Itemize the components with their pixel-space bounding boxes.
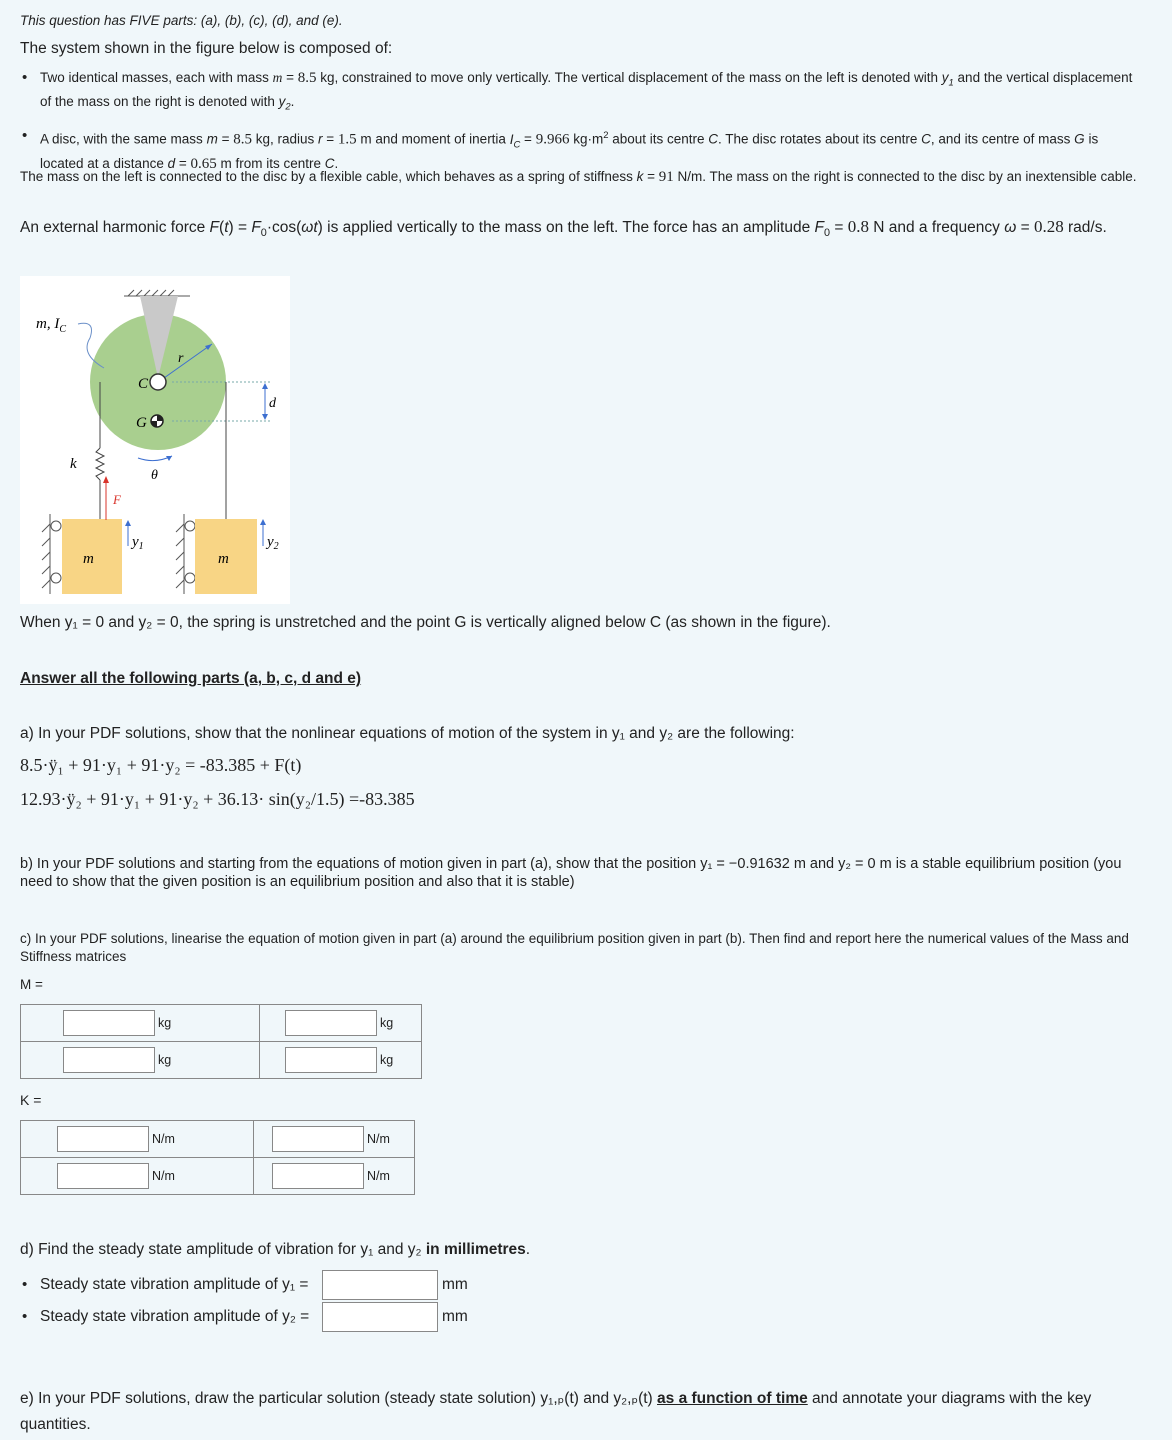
equation-1: 8.5·ÿ₁ + 91·y₁ + 91·y₂ = -83.385 + F(t) xyxy=(20,755,302,775)
label-m-right: m xyxy=(218,551,229,567)
k22-input[interactable] xyxy=(272,1163,364,1189)
amplitude-y1-input[interactable] xyxy=(322,1270,438,1300)
label-y1: $y_1$ xyxy=(132,534,144,552)
label-theta: θ xyxy=(151,468,158,483)
label-m-ic: m, $I_C$ xyxy=(36,316,66,335)
k11-input[interactable] xyxy=(57,1126,149,1152)
unit-kg: kg xyxy=(380,1053,394,1067)
label-m-left: m xyxy=(83,551,94,567)
unit-n-per-m: N/m xyxy=(367,1132,390,1146)
y1-arrowhead xyxy=(125,520,131,526)
m21-input[interactable] xyxy=(63,1047,155,1073)
stiffness-matrix-cell xyxy=(21,1121,254,1158)
k12-input[interactable] xyxy=(272,1126,364,1152)
label-g: G xyxy=(136,415,147,431)
amplitude-y1-item: • Steady state vibration amplitude of y₁ = mm xyxy=(22,1270,622,1302)
amplitude-y2-item: • Steady state vibration amplitude of y₂ = mm xyxy=(22,1302,622,1334)
mass-matrix-cell xyxy=(21,1042,260,1079)
unit-kg: kg xyxy=(158,1053,172,1067)
part-e-text: e) In your PDF solutions, draw the particular solution (steady state solution) y₁,ₚ(t) and y₂,ₚ(t) as a function of time and annotate your diagrams with the key quantities. xyxy=(20,1390,1092,1433)
right-guide-wall xyxy=(176,514,195,594)
label-d: d xyxy=(269,396,276,411)
label-f: F xyxy=(113,492,121,507)
center-of-mass-g xyxy=(151,415,163,427)
unit-n-per-m: N/m xyxy=(367,1169,390,1183)
m22-input[interactable] xyxy=(285,1047,377,1073)
bullet-masses: • Two identical masses, each with mass m = 8.5 kg, constrained to move only vertically. The vertical displacement of the mass on the left is denoted with $y_1$ and the vertical displacement of the mass on the right is denoted with $y_2$. xyxy=(22,69,1142,116)
parts-note: This question has FIVE parts: (a), (b), (c), (d), and (e). xyxy=(20,13,343,28)
figure-caption: When y₁ = 0 and y₂ = 0, the spring is unstretched and the point G is vertically aligned below C (as shown in the figure). xyxy=(20,614,831,631)
mass-matrix-table xyxy=(20,1004,422,1079)
mass-matrix-cell xyxy=(21,1005,260,1042)
k21-input[interactable] xyxy=(57,1163,149,1189)
equation-2: 12.93·ÿ₂ + 91·y₁ + 91·y₂ + 36.13· sin(y₂/1.5) =-83.385 xyxy=(20,789,415,809)
left-guide-wall xyxy=(42,514,61,594)
spring-description: The mass on the left is connected to the disc by a flexible cable, which behaves as a spring of stiffness k = 91 N/m. The mass on the right is connected to the disc by an inextensible cable. xyxy=(20,169,1137,185)
part-d-text: d) Find the steady state amplitude of vibration for y₁ and y₂ in millimetres. xyxy=(20,1241,531,1258)
mass-matrix-label: M = xyxy=(20,977,43,992)
system-diagram xyxy=(20,276,290,604)
unit-kg: kg xyxy=(158,1016,172,1030)
unit-n-per-m: N/m xyxy=(152,1132,175,1146)
stiffness-matrix-cell xyxy=(21,1158,254,1195)
component-list xyxy=(22,69,1142,173)
mass-matrix-cell xyxy=(260,1005,422,1042)
stiffness-matrix-label: K = xyxy=(20,1092,42,1108)
label-c: C xyxy=(138,376,149,392)
unit-n-per-m: N/m xyxy=(152,1169,175,1183)
part-a-text: a) In your PDF solutions, show that the nonlinear equations of motion of the system in y₁ and y₂ are the following: xyxy=(20,725,795,742)
mass-matrix-cell xyxy=(260,1042,422,1079)
spring-k xyxy=(96,448,104,480)
d-arrowhead-up xyxy=(262,383,268,389)
part-b-text: b) In your PDF solutions and starting from the equations of motion given in part (a), show that the position y₁ = −0.91632 m and y₂ = 0 m is a stable equilibrium position (you need to show that the given position is an equilibrium position and also that it is stable) xyxy=(20,856,1122,890)
as-function-of-time-link[interactable]: as a function of time xyxy=(657,1390,808,1407)
label-k: k xyxy=(70,456,77,472)
unit-mm: mm xyxy=(442,1308,468,1325)
amplitude-y2-input[interactable] xyxy=(322,1302,438,1332)
label-y2: $y_2$ xyxy=(267,534,279,552)
ceiling-hatch xyxy=(124,290,190,296)
unit-mm: mm xyxy=(442,1276,468,1293)
m11-input[interactable] xyxy=(63,1010,155,1036)
d-arrowhead-down xyxy=(262,414,268,420)
system-figure xyxy=(20,276,290,604)
y2-arrowhead xyxy=(260,519,266,525)
part-c-text: c) In your PDF solutions, linearise the equation of motion given in part (a) around the equilibrium position given in part (b). Then find and report here the numerical values of the Mass and Stiffness matrices xyxy=(20,931,1129,964)
force-description: An external harmonic force $F(t) = F_0\cdot\cos(\omega t)$ is applied vertically to the mass on the left. The force has an amplitude $F_0 = 0.8$ N and a frequency ω = 0.28 rad/s. xyxy=(20,217,1107,240)
force-arrowhead xyxy=(103,476,109,483)
stiffness-matrix-cell xyxy=(254,1121,415,1158)
label-r: r xyxy=(178,351,184,366)
stiffness-matrix-cell xyxy=(254,1158,415,1195)
bullet-disc: • A disc, with the same mass m = 8.5 kg, radius r = 1.5 m and moment of inertia $I_C = 9.966$ $kg\cdot m^2$ about its centre C. The disc rotates about its centre C, and its centre of mass G is located at a distance d = 0.65 m from its centre C. xyxy=(22,127,1142,172)
m12-input[interactable] xyxy=(285,1010,377,1036)
unit-kg: kg xyxy=(380,1016,394,1030)
amplitude-list xyxy=(22,1270,622,1334)
system-intro: The system shown in the figure below is composed of: xyxy=(20,40,393,57)
pivot-c xyxy=(150,374,166,390)
stiffness-matrix-table xyxy=(20,1120,415,1195)
answer-all-link[interactable]: Answer all the following parts (a, b, c, d and e) xyxy=(20,670,362,687)
